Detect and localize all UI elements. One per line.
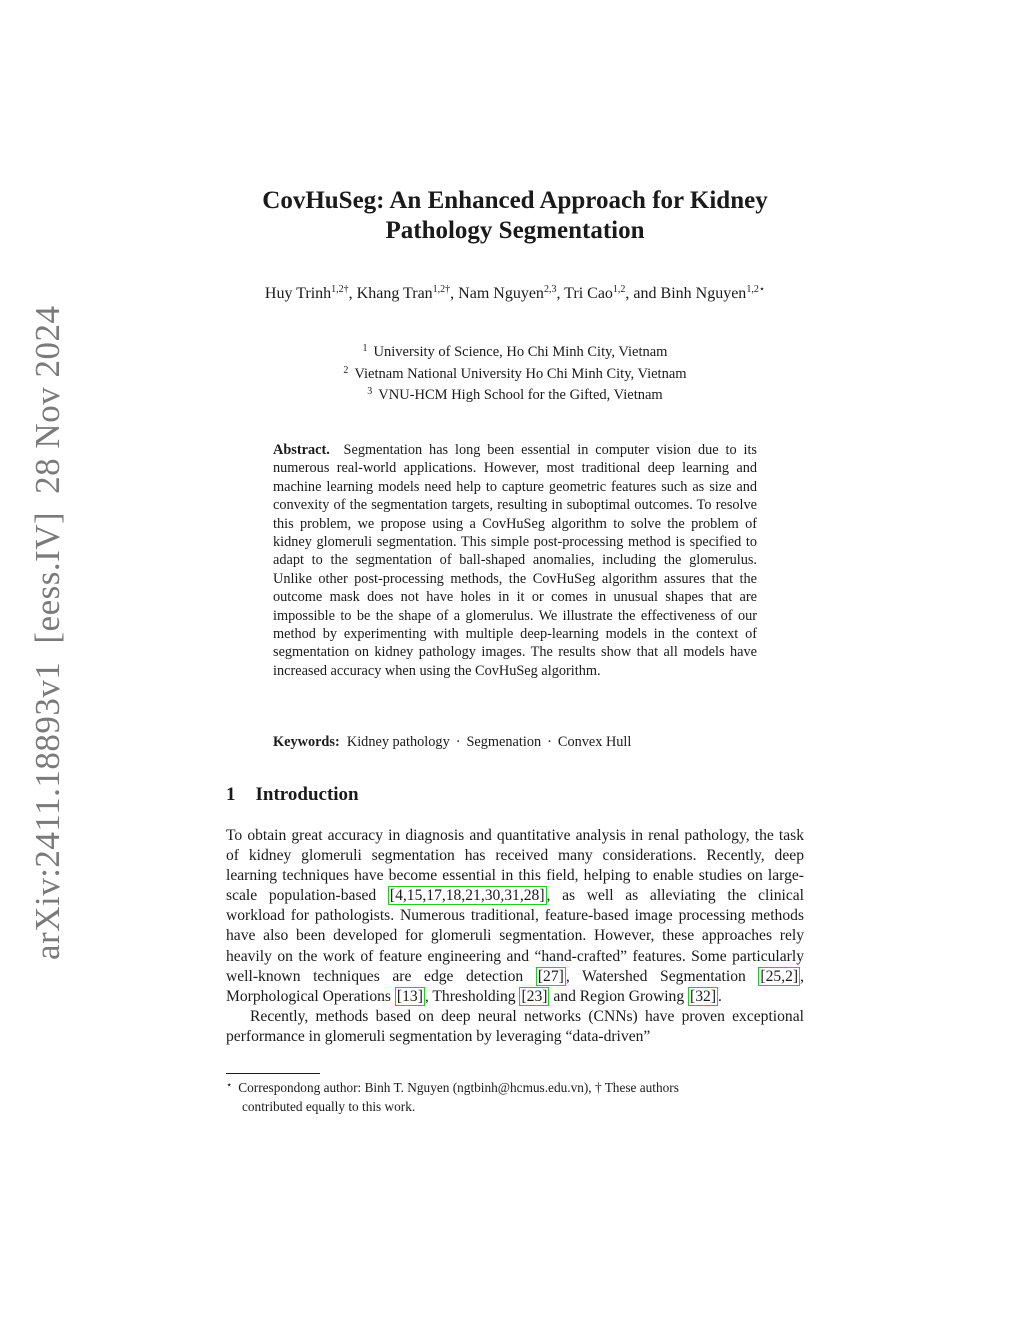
author-separator: , and bbox=[625, 285, 661, 302]
citation-link[interactable]: [25,2] bbox=[760, 967, 799, 985]
author-affil-marker: 1,2† bbox=[331, 284, 349, 295]
affiliation bbox=[230, 383, 800, 405]
keyword: Kidney pathology bbox=[346, 734, 450, 750]
author-separator: , bbox=[450, 285, 459, 302]
citation-link[interactable]: [27] bbox=[537, 967, 564, 985]
affiliation-number: 2 bbox=[343, 364, 349, 376]
citation-link[interactable]: [23] bbox=[521, 987, 548, 1005]
paragraph-text: . bbox=[718, 987, 722, 1005]
title-line-1: CovHuSeg: An Enhanced Approach for Kidney bbox=[262, 187, 768, 214]
author-name: Nam Nguyen bbox=[458, 285, 544, 302]
footnote-text: Correspondong author: Binh T. Nguyen (ngtbinh@hcmus.edu.vn), † These authors bbox=[238, 1080, 679, 1095]
paragraph bbox=[226, 826, 804, 1007]
author-name: Binh Nguyen bbox=[660, 285, 747, 302]
paragraph-text: To obtain great accuracy in diagnosis and quantitative analysis in renal pathology, the task of kidney glomeruli segmentation has received many considerations. Recently, deep learning techniques have become essential in this field, helping to enable studies on large-scale population-based bbox=[226, 827, 804, 905]
keyword-separator: · bbox=[547, 734, 552, 750]
arxiv-identifier bbox=[28, 306, 68, 960]
paragraph-text: and Region Growing bbox=[549, 987, 689, 1005]
introduction-body bbox=[226, 826, 804, 1047]
arxiv-date: 28 Nov 2024 bbox=[28, 305, 67, 494]
abstract-text: Segmentation has long been essential in computer vision due to its numerous real-world applications. However, most traditional deep learning and machine learning models need help to capture geometric features such as size and convexity of the segmentation targets, resulting in suboptimal outcomes. To resolve this problem, we propose using a CovHuSeg algorithm to solve the problem of kidney glomeruli segmentation. This simple post-processing method is specified to adapt to the segmentation of ball-shaped anomalies, including the glomerulus. Unlike other post-processing methods, the CovHuSeg algorithm assures that the outcome mask does not have holes in it or comes in unusual shapes that are impossible to be the shape of a glomerulus. We illustrate the effectiveness of our method by experimenting with multiple deep-learning models in the context of segmentation on kidney pathology images. The results show that all models have increased accuracy when using the CovHuSeg algorithm. bbox=[273, 442, 757, 679]
author-list bbox=[230, 284, 800, 304]
affiliation-number: 3 bbox=[367, 386, 373, 397]
author-name: Huy Trinh bbox=[264, 285, 332, 302]
keyword: Segmenation bbox=[466, 734, 542, 750]
footnote-marker: ⋆ bbox=[226, 1080, 233, 1091]
keywords-label: Keywords: bbox=[273, 734, 340, 750]
affiliation-text: Vietnam National University Ho Chi Minh City, Vietnam bbox=[354, 365, 687, 382]
author-affil-marker: 1,2⋆ bbox=[746, 284, 766, 295]
citation-link[interactable]: [4,15,17,18,21,30,31,28] bbox=[389, 887, 545, 905]
footnote-rule bbox=[226, 1073, 320, 1074]
author-affil-marker: 2,3 bbox=[543, 284, 557, 295]
affiliation-text: University of Science, Ho Chi Minh City, Vietnam bbox=[373, 344, 668, 360]
citation-link[interactable]: [13] bbox=[396, 987, 423, 1005]
affiliation-list bbox=[230, 340, 800, 405]
author-separator: , bbox=[348, 285, 357, 302]
affiliation-text: VNU-HCM High School for the Gifted, Vietnam bbox=[378, 387, 663, 403]
affiliation bbox=[230, 340, 800, 362]
affiliation-number: 1 bbox=[362, 343, 368, 354]
keyword: Convex Hull bbox=[557, 734, 632, 750]
footnote bbox=[226, 1077, 804, 1116]
title-line-2: Pathology Segmentation bbox=[385, 217, 645, 244]
abstract bbox=[273, 441, 757, 680]
footnote-line bbox=[226, 1077, 804, 1098]
paper-title bbox=[200, 186, 830, 246]
abstract-label: Abstract. bbox=[273, 442, 330, 458]
author-separator: , bbox=[556, 285, 565, 302]
paragraph-text: , Watershed Segmentation bbox=[565, 967, 759, 985]
affiliation bbox=[230, 362, 800, 384]
paragraph-text: , as well as alleviating the clinical workload for pathologists. Numerous traditional, feature-based image processing methods have also been developed for glomeruli segmentation. However, these approaches rely heavily on the work of feature engineering and “hand-crafted” features. Some particularly well-known techniques are edge detection bbox=[226, 887, 804, 985]
paragraph: Recently, methods based on deep neural networks (CNNs) have proven exceptional performance in glomeruli segmentation by leveraging “data-driven” bbox=[226, 1007, 804, 1045]
paragraph-text: , Morphological Operations bbox=[226, 967, 805, 1005]
keyword-separator: · bbox=[455, 734, 461, 750]
arxiv-number: arXiv:2411.18893v1 bbox=[28, 661, 67, 960]
author-name: Khang Tran bbox=[356, 285, 433, 302]
keywords bbox=[273, 733, 757, 751]
paragraph-text: , Thresholding bbox=[424, 987, 520, 1005]
section-title: Introduction bbox=[255, 784, 359, 805]
section-number: 1 bbox=[226, 784, 236, 805]
section-heading bbox=[226, 784, 359, 806]
author-affil-marker: 1,2 bbox=[612, 284, 626, 295]
arxiv-category: [eess.IV] bbox=[28, 511, 67, 644]
citation-link[interactable]: [32] bbox=[690, 987, 717, 1005]
author-affil-marker: 1,2† bbox=[432, 284, 451, 295]
footnote-text: contributed equally to this work. bbox=[242, 1098, 416, 1114]
author-name: Tri Cao bbox=[564, 285, 613, 302]
